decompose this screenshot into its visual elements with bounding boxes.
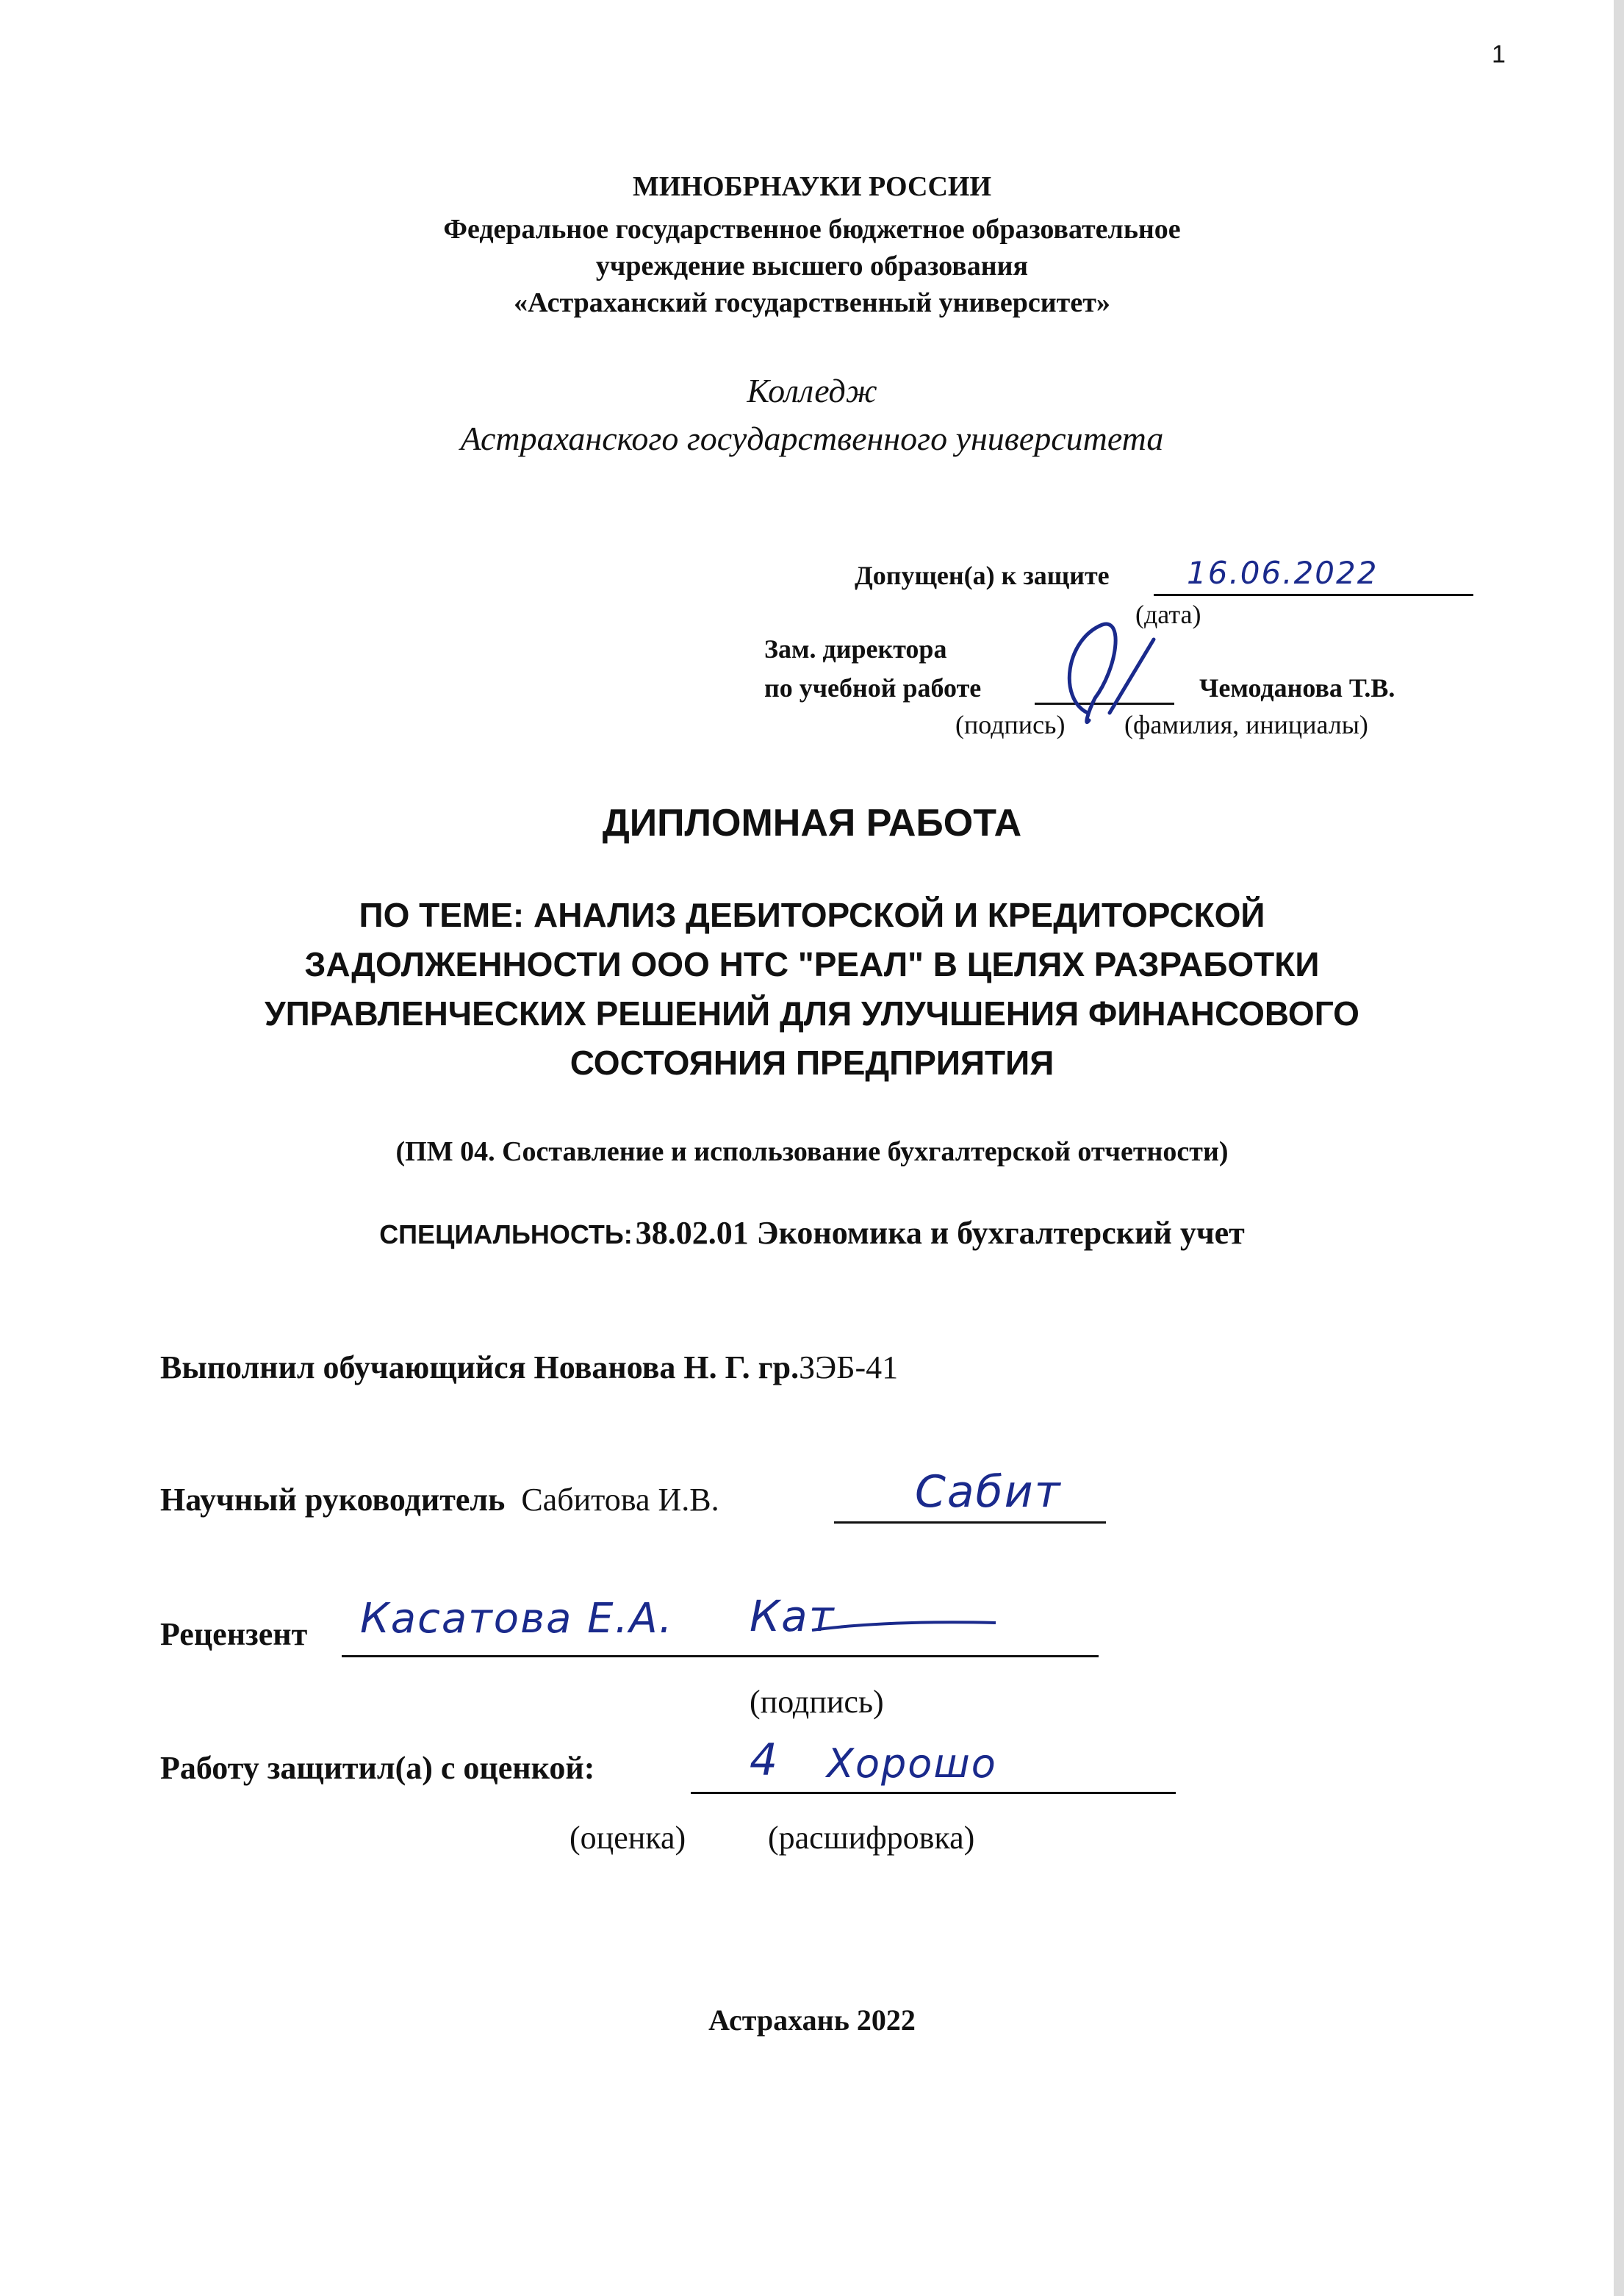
supervisor-name: Сабитова И.В.: [521, 1482, 719, 1518]
student-group: ЗЭБ-41: [799, 1349, 899, 1385]
city-year: Астрахань 2022: [708, 2003, 916, 2037]
deputy-title-line-1: Зам. директора: [764, 634, 947, 664]
reviewer-signature: Кат: [750, 1591, 836, 1641]
signature-caption: (подпись): [955, 710, 1066, 739]
grade-score-handwritten: 4: [750, 1734, 780, 1786]
institution-line-1: Федеральное государственное бюджетное образовательное: [443, 214, 1181, 245]
reviewer-line: [342, 1655, 1099, 1657]
date-line: [1154, 594, 1473, 596]
college-line-1: Колледж: [747, 372, 877, 409]
topic-line-2: ЗАДОЛЖЕННОСТИ ООО НТС "РЕАЛ" В ЦЕЛЯХ РАЗРАБОТКИ: [304, 945, 1320, 983]
topic-line-4: СОСТОЯНИЯ ПРЕДПРИЯТИЯ: [570, 1044, 1054, 1082]
supervisor-signature: Сабит: [915, 1466, 1062, 1518]
name-caption: (фамилия, инициалы): [1124, 710, 1368, 739]
module-subtitle: (ПМ 04. Составление и использование бухгалтерской отчетности): [395, 1136, 1229, 1167]
grade-label: Работу защитил(а) с оценкой:: [160, 1750, 595, 1786]
topic-line-3: УПРАВЛЕНЧЕСКИХ РЕШЕНИЙ ДЛЯ УЛУЧШЕНИЯ ФИНАНСОВОГО: [265, 994, 1359, 1033]
deputy-title-line-2: по учебной работе: [764, 673, 982, 703]
institution-line-2: учреждение высшего образования: [595, 251, 1029, 281]
reviewer-label: Рецензент: [160, 1616, 308, 1652]
grade-score-caption: (оценка): [570, 1820, 686, 1856]
specialty-line: [0, 1214, 1624, 1252]
admitted-label: Допущен(а) к защите: [855, 561, 1110, 590]
grade-line: [691, 1792, 1176, 1794]
supervisor-line: [160, 1481, 719, 1518]
page-number: 1: [1492, 40, 1506, 68]
supervisor-label: Научный руководитель: [160, 1482, 506, 1518]
student-line: [160, 1349, 898, 1386]
deputy-name: Чемоданова Т.В.: [1199, 673, 1395, 703]
specialty-label: СПЕЦИАЛЬНОСТЬ:: [379, 1219, 633, 1249]
grade-text-handwritten: Хорошо: [827, 1740, 997, 1787]
ministry-heading: МИНОБРНАУКИ РОССИИ: [632, 171, 992, 202]
topic-line-1: ПО ТЕМЕ: АНАЛИЗ ДЕБИТОРСКОЙ И КРЕДИТОРСКОЙ: [359, 896, 1265, 934]
date-caption: (дата): [1135, 600, 1201, 629]
reviewer-signature-underline-icon: [808, 1601, 999, 1645]
reviewer-caption: (подпись): [750, 1684, 884, 1720]
institution-line-3: «Астраханский государственный университет»: [514, 287, 1110, 318]
reviewer-name-handwritten: Касатова Е.А.: [360, 1595, 674, 1643]
student-label: Выполнил обучающийся Нованова Н. Г. гр.: [160, 1349, 800, 1385]
college-line-2: Астраханского государственного университета: [460, 420, 1164, 457]
specialty-value: 38.02.01 Экономика и бухгалтерский учет: [635, 1215, 1245, 1251]
supervisor-signature-line: [834, 1521, 1106, 1524]
date-handwritten: 16.06.2022: [1187, 555, 1379, 591]
grade-text-caption: (расшифровка): [768, 1820, 975, 1856]
document-type-title: ДИПЛОМНАЯ РАБОТА: [602, 802, 1022, 844]
